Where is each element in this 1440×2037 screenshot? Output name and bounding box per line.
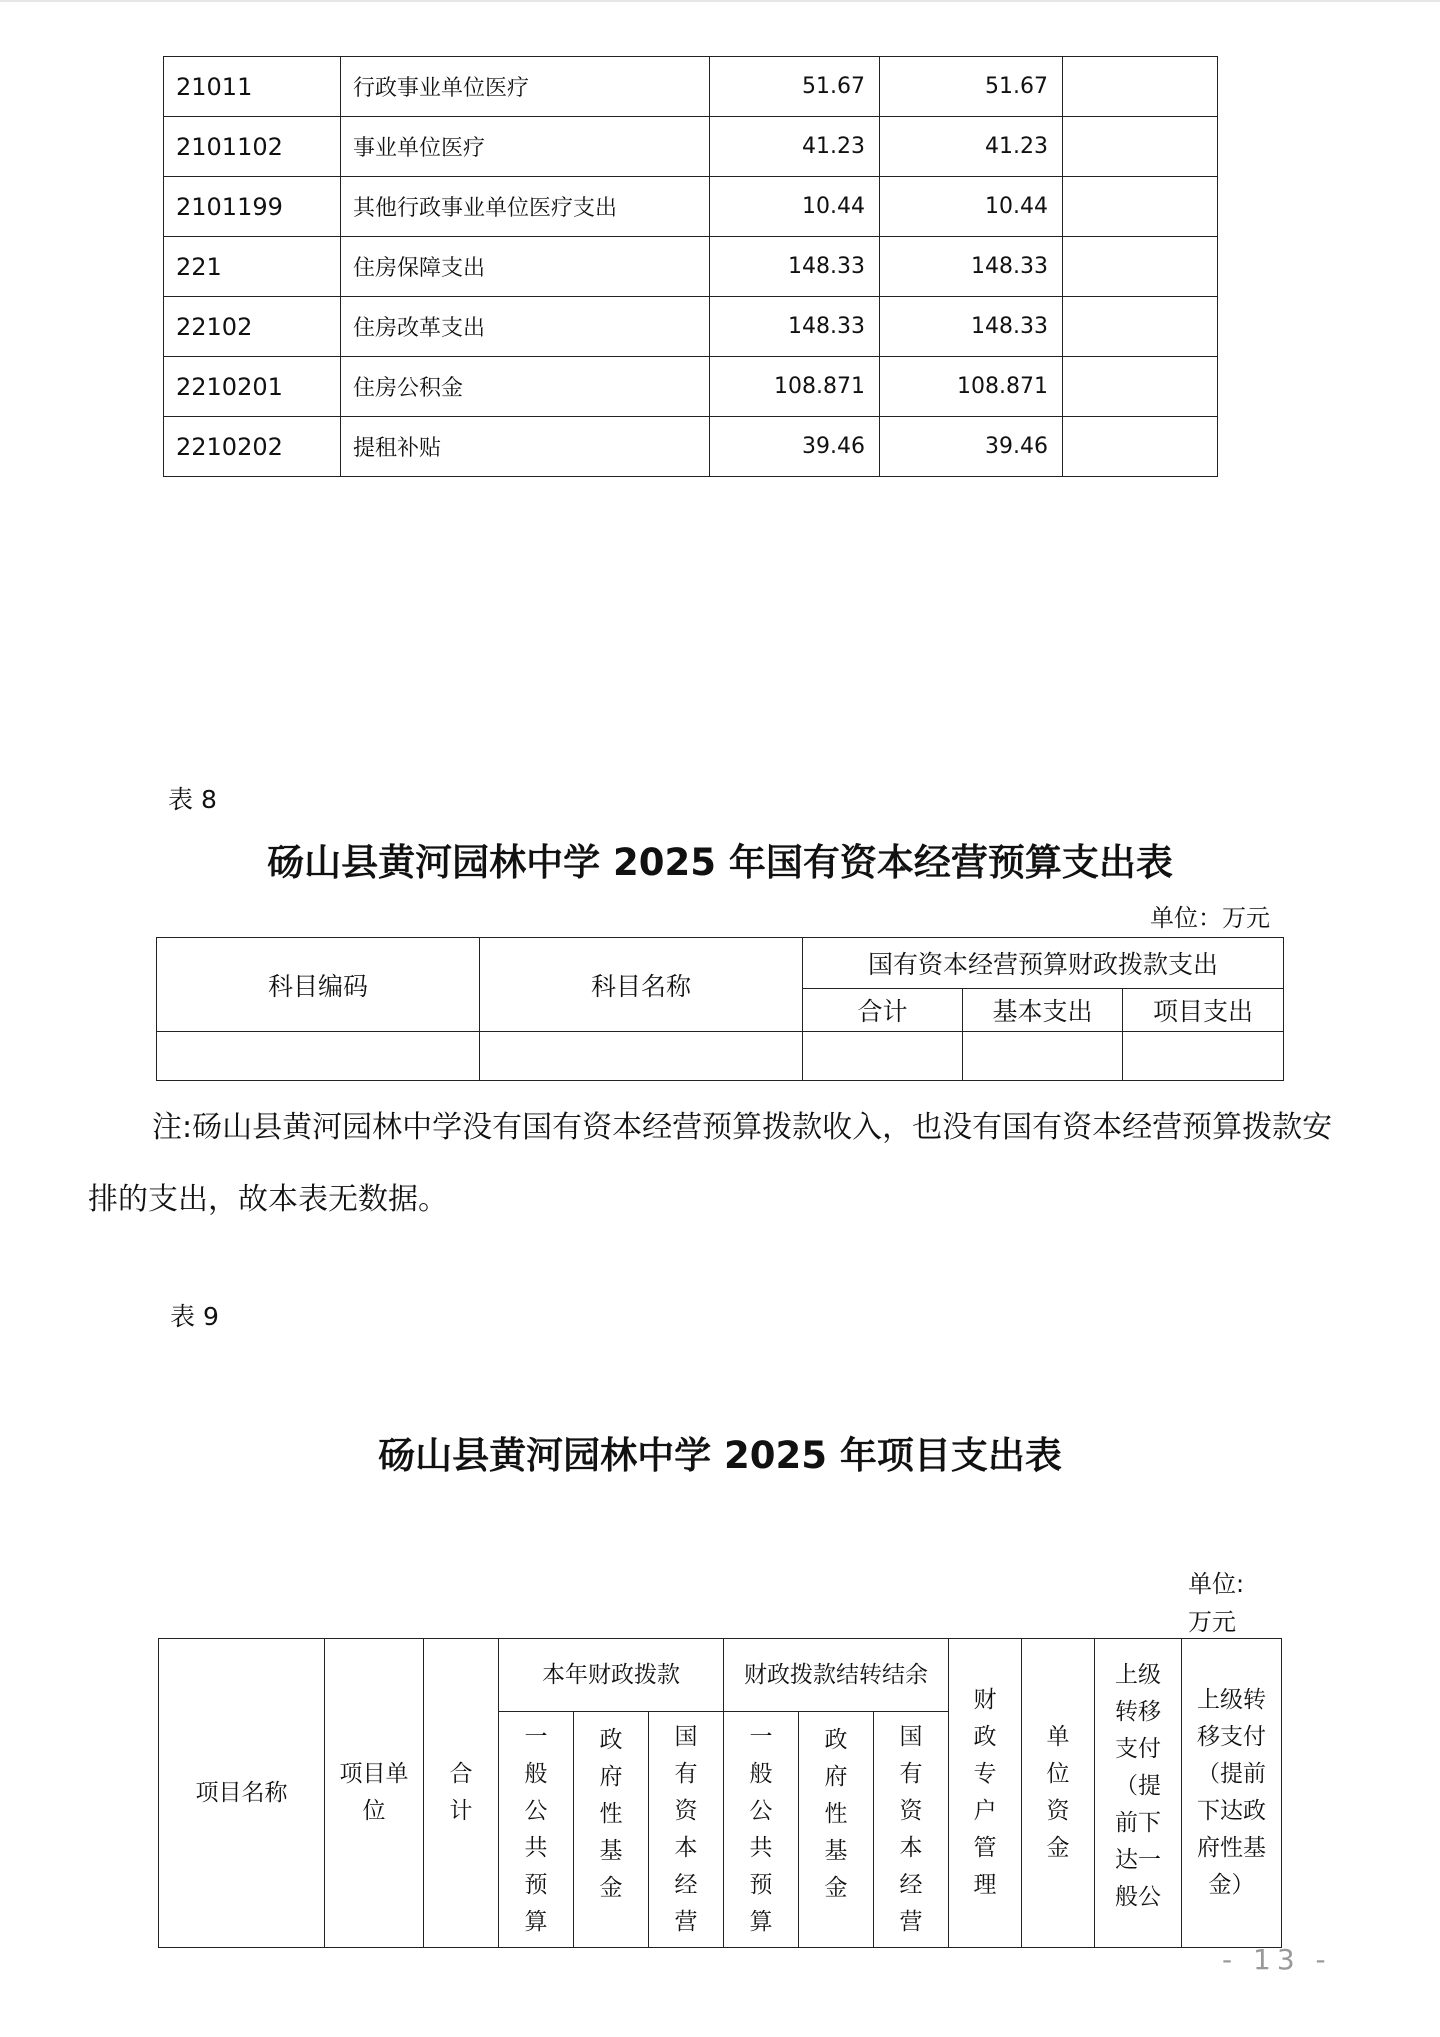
cell-total: 108.871 (710, 357, 880, 417)
cell-code: 2101102 (164, 117, 341, 177)
header-subject-code: 科目编码 (157, 938, 480, 1032)
header-general-public-budget-2-text: 一般公共预算 (749, 1723, 773, 1935)
page-top-edge (0, 0, 1440, 2)
header-general-public-budget-text: 一般公共预算 (524, 1723, 548, 1935)
header-project-unit-text: 项目单位 (339, 1761, 409, 1824)
cell-project (1063, 297, 1218, 357)
cell-name: 行政事业单位医疗 (341, 57, 710, 117)
budget-expense-table-continued (163, 56, 1218, 477)
cell-code: 2101199 (164, 177, 341, 237)
cell-name: 住房公积金 (341, 357, 710, 417)
cell-name: 其他行政事业单位医疗支出 (341, 177, 710, 237)
header-transfer-fund-text: 上级转移支付（提前下达政府性基金） (1197, 1687, 1266, 1898)
cell-basic: 148.33 (880, 297, 1063, 357)
header-general-public-budget (499, 1712, 574, 1948)
empty-cell (480, 1032, 803, 1081)
cell-total: 39.46 (710, 417, 880, 477)
cell-code: 2210202 (164, 417, 341, 477)
table-row (164, 357, 1218, 417)
header-carryover: 财政拨款结转结余 (724, 1639, 949, 1712)
header-basic: 基本支出 (963, 989, 1123, 1032)
table-8-label: 表 8 (168, 785, 217, 814)
table-body (164, 57, 1218, 477)
cell-project (1063, 57, 1218, 117)
header-transfer-general (1095, 1639, 1182, 1948)
header-state-capital (649, 1712, 724, 1948)
cell-total: 148.33 (710, 237, 880, 297)
table-9-label: 表 9 (170, 1302, 219, 1331)
table-row (164, 417, 1218, 477)
header-current-year-appropriation: 本年财政拨款 (499, 1639, 724, 1712)
header-gov-fund-2-text: 政府性基金 (824, 1727, 848, 1901)
header-state-capital-group: 国有资本经营预算财政拨款支出 (803, 938, 1284, 989)
cell-project (1063, 177, 1218, 237)
cell-name: 住房保障支出 (341, 237, 710, 297)
cell-code: 2210201 (164, 357, 341, 417)
header-project: 项目支出 (1123, 989, 1284, 1032)
project-expense-table (158, 1638, 1282, 1948)
header-project-name: 项目名称 (159, 1639, 325, 1948)
cell-code: 22102 (164, 297, 341, 357)
header-unit-funds (1022, 1639, 1095, 1948)
header-total (424, 1639, 499, 1948)
header-gov-fund-text: 政府性基金 (599, 1727, 623, 1901)
table-8-note: 注:砀山县黄河园林中学没有国有资本经营预算拨款收入，也没有国有资本经营预算拨款安排的支出，故本表无数据。 (88, 1110, 1333, 1217)
header-state-capital-text: 国有资本经营 (674, 1723, 698, 1935)
cell-basic: 10.44 (880, 177, 1063, 237)
table-9-unit: 单位:万元 (1188, 1570, 1245, 1636)
header-unit-funds-text: 单位资金 (1046, 1724, 1070, 1861)
table-row (164, 57, 1218, 117)
table-row (164, 177, 1218, 237)
table-8-title: 砀山县黄河园林中学 2025 年国有资本经营预算支出表 (267, 841, 1173, 884)
table-row (164, 237, 1218, 297)
cell-basic: 108.871 (880, 357, 1063, 417)
header-special-account (949, 1639, 1022, 1948)
header-state-capital-2 (874, 1712, 949, 1948)
cell-total: 148.33 (710, 297, 880, 357)
header-gov-fund-2 (799, 1712, 874, 1948)
cell-total: 10.44 (710, 177, 880, 237)
table-9-title: 砀山县黄河园林中学 2025 年项目支出表 (378, 1434, 1062, 1477)
table-row (164, 297, 1218, 357)
table-row (164, 117, 1218, 177)
cell-basic: 51.67 (880, 57, 1063, 117)
cell-basic: 39.46 (880, 417, 1063, 477)
header-special-account-text: 财政专户管理 (973, 1687, 997, 1898)
header-project-unit (325, 1639, 424, 1948)
header-transfer-general-text: 上级转移支付（提前下达一般公 (1115, 1662, 1161, 1910)
cell-project (1063, 417, 1218, 477)
header-gov-fund (574, 1712, 649, 1948)
cell-basic: 41.23 (880, 117, 1063, 177)
cell-name: 住房改革支出 (341, 297, 710, 357)
header-transfer-fund (1182, 1639, 1282, 1948)
cell-project (1063, 237, 1218, 297)
empty-cell (1123, 1032, 1284, 1081)
cell-basic: 148.33 (880, 237, 1063, 297)
cell-total: 51.67 (710, 57, 880, 117)
cell-name: 提租补贴 (341, 417, 710, 477)
empty-cell (963, 1032, 1123, 1081)
table-8-unit: 单位：万元 (1150, 904, 1270, 932)
page-number: - 13 - (1222, 1943, 1332, 1976)
header-total: 合计 (803, 989, 963, 1032)
cell-project (1063, 357, 1218, 417)
cell-code: 221 (164, 237, 341, 297)
header-total-text: 合计 (449, 1761, 473, 1824)
cell-project (1063, 117, 1218, 177)
empty-cell (157, 1032, 480, 1081)
header-general-public-budget-2 (724, 1712, 799, 1948)
cell-total: 41.23 (710, 117, 880, 177)
cell-code: 21011 (164, 57, 341, 117)
header-state-capital-2-text: 国有资本经营 (899, 1723, 923, 1935)
state-capital-budget-table (156, 937, 1284, 1081)
empty-cell (803, 1032, 963, 1081)
cell-name: 事业单位医疗 (341, 117, 710, 177)
header-subject-name: 科目名称 (480, 938, 803, 1032)
